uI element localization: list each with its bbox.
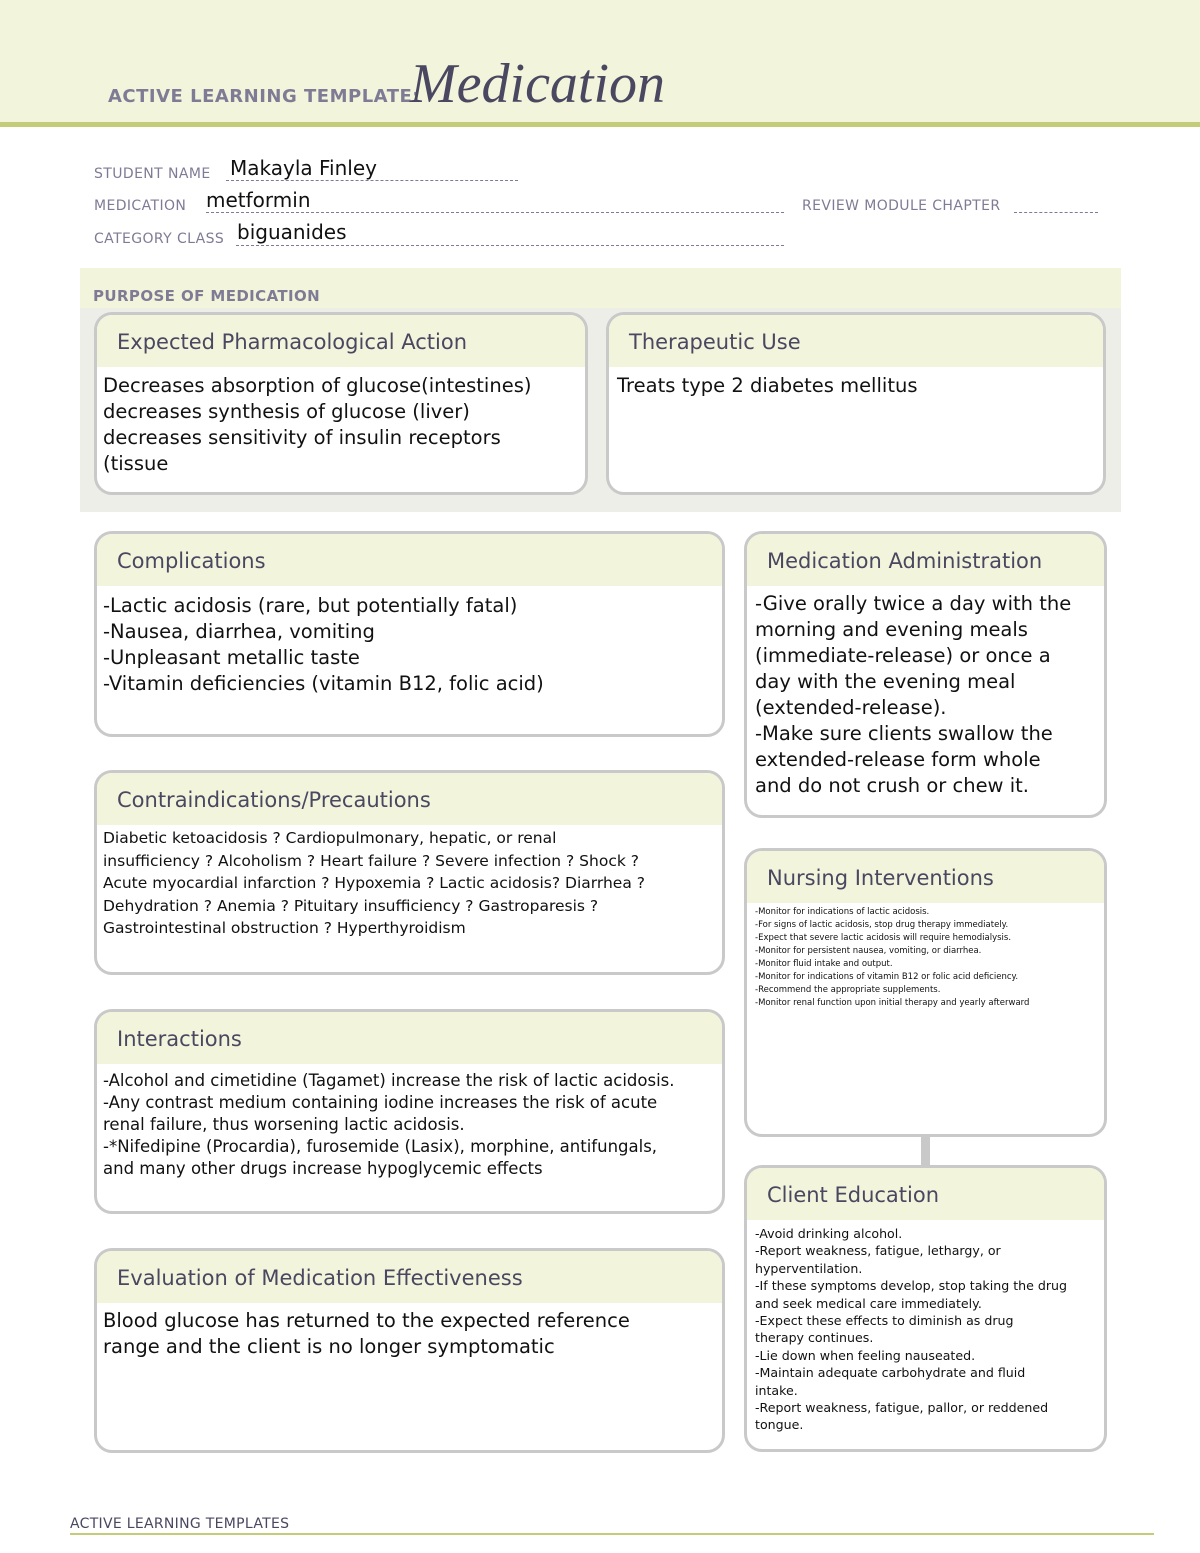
client-education-line: -Report weakness, fatigue, pallor, or reddened [755,1400,1049,1416]
review-module-label: REVIEW MODULE CHAPTER [802,198,1001,214]
evaluation-line: Blood glucose has returned to the expected reference [103,1309,630,1332]
contraindications-heading: Contraindications/Precautions [97,773,722,825]
client-education-line: -Avoid drinking alcohol. [755,1226,903,1241]
footer-label: ACTIVE LEARNING TEMPLATES [70,1516,290,1532]
medication-administration-line: extended-release form whole [755,748,1041,771]
medication-label: MEDICATION [94,198,187,214]
nursing-interventions-line: -Recommend the appropriate supplements. [755,985,941,995]
medication-administration-line: -Give orally twice a day with the [755,592,1072,615]
client-education-body[interactable] [747,1220,1104,1434]
complications-body[interactable] [97,586,722,697]
nursing-interventions-line: -Monitor for indications of vitamin B12 or folic acid deficiency. [755,972,1019,982]
therapeutic-use-heading: Therapeutic Use [609,315,1103,367]
contraindications-card [94,770,725,975]
nursing-interventions-line: -Monitor for indications of lactic acidosis. [755,907,930,917]
student-name-underline [226,180,518,181]
nursing-interventions-line: -For signs of lactic acidosis, stop drug therapy immediately. [755,920,1009,930]
therapeutic-use-line: Treats type 2 diabetes mellitus [617,374,918,397]
medication-administration-line: (extended-release). [755,696,947,719]
client-education-line: -Report weakness, fatigue, lethargy, or [755,1243,1001,1259]
medication-administration-line: -Make sure clients swallow the [755,722,1053,745]
client-education-line: therapy continues. [755,1330,874,1346]
medication-administration-line: (immediate-release) or once a [755,644,1051,667]
nursing-interventions-line: -Expect that severe lactic acidosis will require hemodialysis. [755,933,1012,943]
client-education-line: and seek medical care immediately. [755,1295,982,1311]
evaluation-body[interactable] [97,1303,722,1360]
client-education-card [744,1165,1107,1452]
interactions-card [94,1009,725,1214]
category-class-field[interactable]: biguanides [237,220,347,244]
medication-administration-line: and do not crush or chew it. [755,774,1029,797]
connector-bar [921,1136,930,1166]
evaluation-card [94,1248,725,1453]
client-education-line: -Expect these effects to diminish as drug [755,1313,1014,1329]
client-education-line: -Maintain adequate carbohydrate and fluid [755,1365,1026,1381]
contraindications-line: Dehydration ? Anemia ? Pituitary insufficiency ? Gastroparesis ? [103,896,599,915]
complications-line: -Vitamin deficiencies (vitamin B12, folic acid) [103,672,544,695]
expected-action-line: (tissue [103,452,169,475]
complications-line: -Lactic acidosis (rare, but potentially fatal) [103,594,518,617]
expected-action-line: decreases synthesis of glucose (liver) [103,400,470,423]
medication-field[interactable]: metformin [206,188,311,212]
student-name-label: STUDENT NAME [94,166,211,182]
client-education-line: -Lie down when feeling nauseated. [755,1347,976,1363]
interactions-heading: Interactions [97,1012,722,1064]
medication-underline [206,212,784,213]
client-education-line: tongue. [755,1417,804,1433]
contraindications-line: Diabetic ketoacidosis ? Cardiopulmonary, hepatic, or renal [103,829,557,847]
complications-line: -Nausea, diarrhea, vomiting [103,620,375,643]
therapeutic-use-body[interactable] [609,367,1103,399]
evaluation-line: range and the client is no longer symptomatic [103,1335,555,1358]
purpose-title: PURPOSE OF MEDICATION [93,287,321,305]
student-name-field[interactable]: Makayla Finley [230,156,377,180]
complications-card [94,531,725,737]
footer-divider [70,1533,1154,1535]
complications-line: -Unpleasant metallic taste [103,646,360,669]
expected-action-line: decreases sensitivity of insulin receptors [103,426,501,449]
expected-action-heading: Expected Pharmacological Action [97,315,585,367]
category-class-label: CATEGORY CLASS [94,231,225,247]
contraindications-line: Acute myocardial infarction ? Hypoxemia ? Lactic acidosis? Diarrhea ? [103,874,645,893]
header-divider [0,122,1200,127]
expected-action-line: Decreases absorption of glucose(intestines) [103,374,532,397]
interactions-line: -Alcohol and cimetidine (Tagamet) increase the risk of lactic acidosis. [103,1071,675,1090]
interactions-line: renal failure, thus worsening lactic acidosis. [103,1115,465,1134]
interactions-line: and many other drugs increase hypoglycemic effects [103,1159,543,1178]
category-class-underline [236,245,784,246]
contraindications-body[interactable] [97,825,722,940]
medication-administration-line: morning and evening meals [755,618,1028,641]
client-education-heading: Client Education [747,1168,1104,1220]
therapeutic-use-card [606,312,1106,495]
expected-action-card [94,312,588,495]
client-education-line: hyperventilation. [755,1260,863,1276]
interactions-line: -*Nifedipine (Procardia), furosemide (Lasix), morphine, antifungals, [103,1137,658,1156]
review-module-underline [1014,212,1098,213]
template-title: Medication [410,53,666,115]
complications-heading: Complications [97,534,722,586]
medication-administration-body[interactable] [747,586,1104,799]
nursing-interventions-card [744,848,1107,1137]
evaluation-heading: Evaluation of Medication Effectiveness [97,1251,722,1303]
nursing-interventions-line: -Monitor renal function upon initial therapy and yearly afterward [755,998,1030,1008]
client-education-line: -If these symptoms develop, stop taking the drug [755,1278,1068,1294]
nursing-interventions-line: -Monitor fluid intake and output. [755,959,893,969]
client-education-line: intake. [755,1382,798,1398]
contraindications-line: Gastrointestinal obstruction ? Hyperthyroidism [103,919,466,938]
interactions-body[interactable] [97,1064,722,1180]
medication-administration-card [744,531,1107,818]
nursing-interventions-body[interactable] [747,903,1104,1010]
contraindications-line: insufficiency ? Alcoholism ? Heart failure ? Severe infection ? Shock ? [103,851,639,870]
nursing-interventions-line: -Monitor for persistent nausea, vomiting, or diarrhea. [755,946,982,956]
nursing-interventions-heading: Nursing Interventions [747,851,1104,903]
interactions-line: -Any contrast medium containing iodine increases the risk of acute [103,1093,658,1112]
template-label: ACTIVE LEARNING TEMPLATE: [108,86,420,107]
medication-administration-heading: Medication Administration [747,534,1104,586]
expected-action-body[interactable] [97,367,585,477]
medication-administration-line: day with the evening meal [755,670,1016,693]
